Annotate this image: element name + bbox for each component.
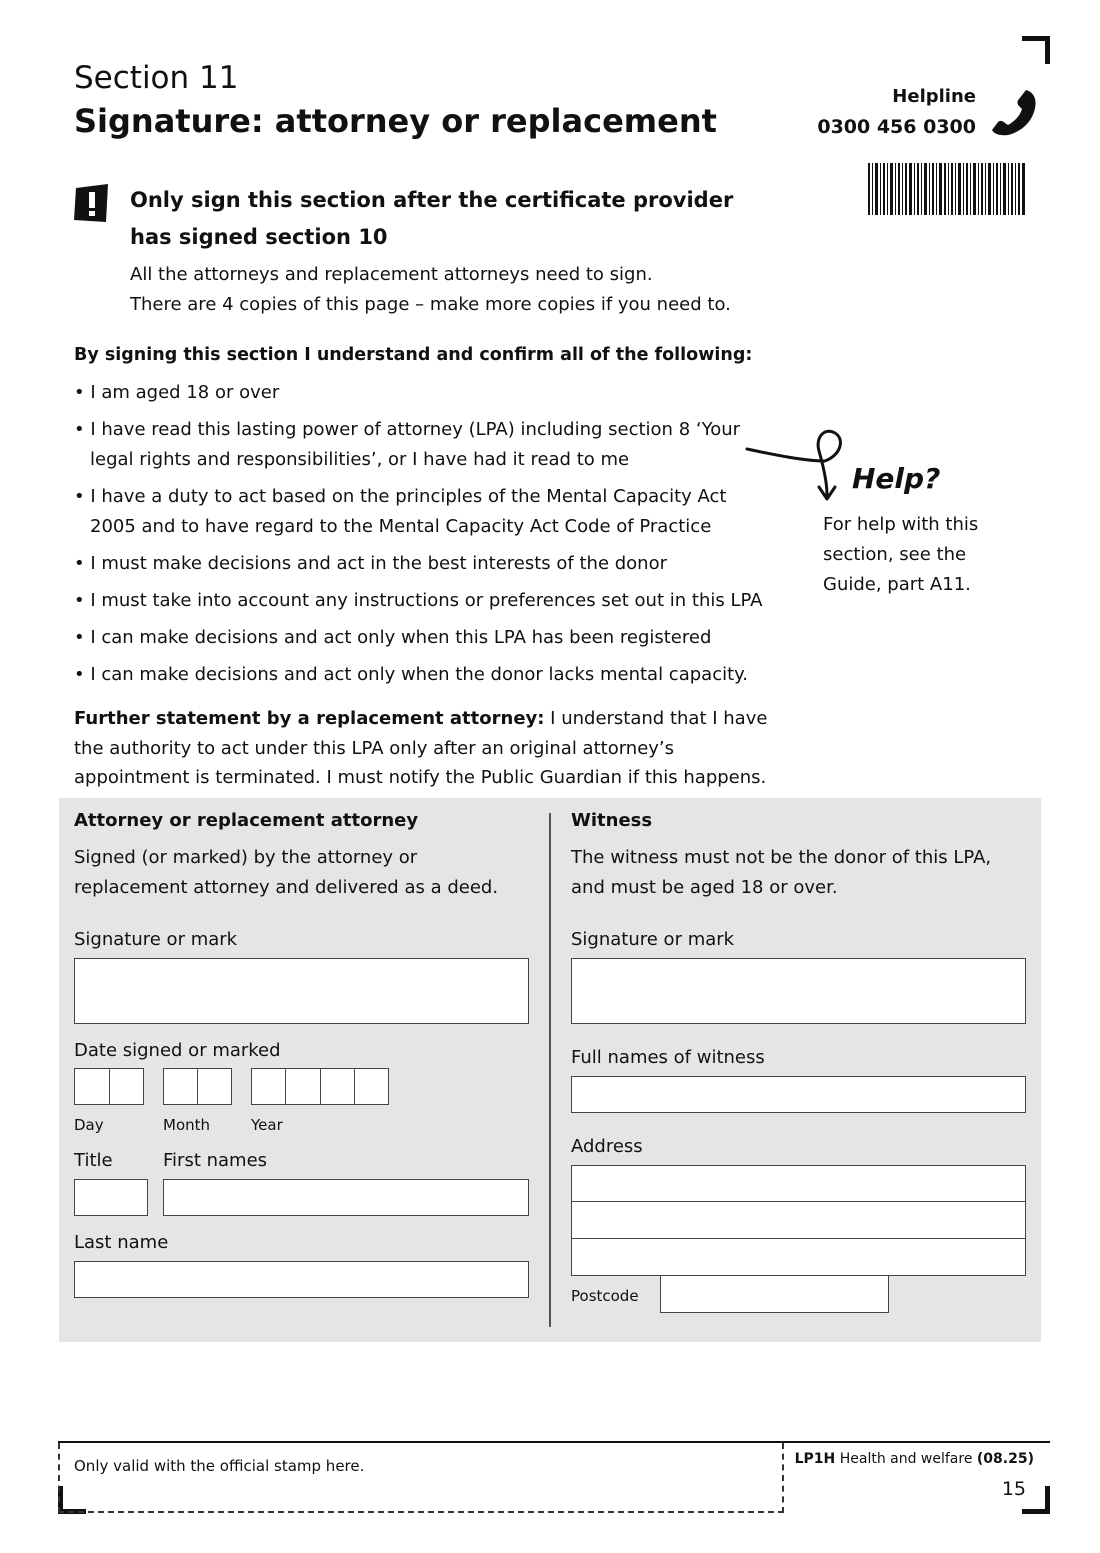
title-field[interactable] [74, 1179, 148, 1216]
year-label: Year [251, 1116, 283, 1134]
last-name-field[interactable] [74, 1261, 529, 1298]
form-version: (08.25) [976, 1451, 1034, 1467]
list-item: • I have read this lasting power of attorney (LPA) including section 8 ‘Your legal rights and responsibilities’, or I have had it read to me [74, 419, 741, 470]
title-label: Title [74, 1150, 113, 1171]
help-text: For help with this section, see the Guide, part A11. [823, 514, 979, 595]
panel-divider [549, 813, 551, 1327]
day-label: Day [74, 1116, 104, 1134]
attorney-description: Signed (or marked) by the attorney or replacement attorney and delivered as a deed. [74, 847, 499, 898]
warning-heading: Only sign this section after the certificate provider has signed section 10 [130, 188, 734, 249]
intro-text [130, 260, 731, 320]
postcode-field[interactable] [660, 1275, 889, 1313]
further-statement [74, 704, 774, 793]
month-field[interactable] [163, 1068, 232, 1105]
witness-signature-field[interactable] [571, 958, 1026, 1024]
first-names-field[interactable] [163, 1179, 529, 1216]
intro-line-2: There are 4 copies of this page – make more copies if you need to. [130, 294, 731, 315]
stamp-text: Only valid with the official stamp here. [74, 1457, 365, 1475]
witness-full-names-label: Full names of witness [571, 1047, 765, 1068]
corner-mark-top-right [1022, 36, 1050, 64]
official-stamp-area [58, 1443, 784, 1513]
year-field[interactable] [251, 1068, 389, 1105]
attorney-signature-label: Signature or mark [74, 929, 238, 950]
corner-mark-bottom-right [1022, 1486, 1050, 1514]
attorney-heading: Attorney or replacement attorney [74, 810, 419, 831]
helpline-label: Helpline [892, 86, 976, 107]
witness-signature-label: Signature or mark [571, 929, 735, 950]
day-field[interactable] [74, 1068, 144, 1105]
month-label: Month [163, 1116, 211, 1134]
phone-icon [990, 88, 1040, 142]
confirm-heading: By signing this section I understand and confirm all of the following: [74, 345, 753, 365]
postcode-label: Postcode [571, 1287, 639, 1305]
help-arrow-icon [745, 425, 855, 509]
address-line-2-field[interactable] [571, 1201, 1026, 1239]
form-name: Health and welfare [839, 1451, 973, 1467]
list-item: • I have a duty to act based on the principles of the Mental Capacity Act 2005 and to have regard to the Mental Capacity Act Code of Practice [74, 486, 727, 537]
list-item: • I am aged 18 or over [74, 382, 280, 403]
helpline-number: 0300 456 0300 [817, 116, 976, 138]
form-code [795, 1451, 1034, 1467]
witness-description: The witness must not be the donor of this LPA, and must be aged 18 or over. [571, 847, 992, 898]
witness-address-label: Address [571, 1136, 643, 1157]
witness-full-names-field[interactable] [571, 1076, 1026, 1113]
confirm-list [74, 378, 774, 697]
address-line-1-field[interactable] [571, 1165, 1026, 1202]
list-item: • I can make decisions and act only when the donor lacks mental capacity. [74, 664, 748, 685]
list-item: • I can make decisions and act only when this LPA has been registered [74, 627, 712, 648]
list-item: • I must take into account any instructions or preferences set out in this LPA [74, 590, 763, 611]
intro-line-1: All the attorneys and replacement attorneys need to sign. [130, 264, 653, 285]
help-title: Help? [852, 462, 941, 495]
list-item: • I must make decisions and act in the best interests of the donor [74, 553, 667, 574]
page-title: Signature: attorney or replacement [74, 102, 717, 140]
last-name-label: Last name [74, 1232, 169, 1253]
page-number: 15 [1001, 1478, 1026, 1500]
first-names-label: First names [163, 1150, 268, 1171]
attorney-signature-field[interactable] [74, 958, 529, 1024]
further-statement-label: Further statement by a replacement attorney: [74, 708, 545, 729]
further-statement-text: I understand that I have the authority to act under this LPA only after an original attorney’s appointment is terminated. I must notify the Public Guardian if this happens. [74, 708, 768, 788]
date-signed-label: Date signed or marked [74, 1040, 281, 1061]
witness-heading: Witness [571, 810, 653, 831]
barcode [868, 163, 1025, 219]
exclamation-icon [74, 184, 110, 222]
form-code-id: LP1H [794, 1451, 836, 1467]
section-label: Section 11 [74, 60, 239, 96]
address-line-3-field[interactable] [571, 1238, 1026, 1276]
